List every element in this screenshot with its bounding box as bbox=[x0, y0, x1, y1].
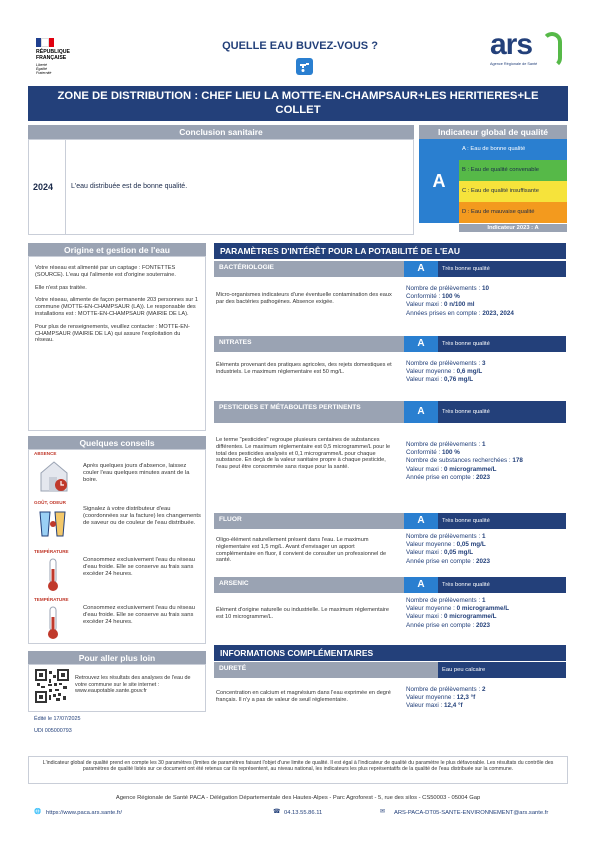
param-stats bbox=[406, 597, 566, 630]
more-box bbox=[28, 664, 206, 712]
param-stats bbox=[406, 285, 566, 318]
origin-p3: Votre réseau, alimente de façon permanente 203 personnes sur 1 commune (MOTTE-EN-CHAMPSAUR (LA)). Le responsable des installations est : MOTTE-EN-CHAMPSAUR (MAIRIE DE LA). bbox=[35, 297, 198, 317]
origin-p1: Votre réseau est alimenté par un captage : FONTETTES (SOURCE). L'eau qui l'alimente est d'origine souterraine. bbox=[35, 265, 176, 278]
param-quality: Très bonne qualité bbox=[438, 577, 566, 593]
stat-line: Année prise en compte : 2023 bbox=[406, 621, 491, 629]
tap-water-icon bbox=[296, 58, 313, 75]
conclusion-heading: Conclusion sanitaire bbox=[28, 125, 414, 139]
stat-line: Année prise en compte : 2023 bbox=[406, 557, 491, 565]
stat-line: Valeur maxi : 0,05 mg/L bbox=[406, 549, 474, 557]
param-bacteriologie bbox=[214, 261, 566, 331]
legend-a: A : Eau de bonne qualité bbox=[459, 139, 567, 160]
more-text: Retrouvez les résultats des analyses de l'eau de votre commune sur le site internet : www.eaupotable.sante.gouv.fr bbox=[75, 675, 191, 695]
param-nitrates bbox=[214, 336, 566, 396]
param-name: PESTICIDES ET MÉTABOLITES PERTINENTS bbox=[214, 401, 404, 423]
param-name: FLUOR bbox=[214, 513, 404, 529]
param-quality: Très bonne qualité bbox=[438, 513, 566, 529]
stat-line: Valeur maxi : 0 n/100 ml bbox=[406, 301, 475, 309]
param-desc: Élément d'origine naturelle ou industrielle. Le maximum réglementaire est 10 microgramme/L. bbox=[216, 607, 390, 620]
thermometer-icon bbox=[45, 557, 61, 593]
param-quality: Très bonne qualité bbox=[438, 401, 566, 423]
qr-code[interactable] bbox=[35, 669, 69, 703]
rf-name: RÉPUBLIQUE FRANÇAISE bbox=[36, 49, 71, 61]
stat-line: Valeur maxi : 0 microgramme/L bbox=[406, 465, 497, 473]
thermometer-icon bbox=[45, 605, 61, 641]
param-stats bbox=[406, 441, 566, 482]
stat-line: Nombre de prélèvements : 3 bbox=[406, 360, 486, 367]
zone-title: ZONE DE DISTRIBUTION : CHEF LIEU LA MOTTE-EN-CHAMPSAUR+LES HERITIERES+LE COLLET bbox=[28, 86, 568, 121]
param-desc: Micro-organismes indicateurs d'une éventuelle contamination des eaux par des bactéries pathogènes. Absence exigée. bbox=[216, 292, 392, 305]
indicator-grade: A bbox=[419, 139, 459, 223]
stat-line: Valeur maxi : 0 microgramme/L bbox=[406, 613, 497, 621]
advice-label: GOÛT, ODEUR bbox=[34, 500, 66, 505]
param-grade: A bbox=[404, 577, 438, 593]
origin-p2: Elle n'est pas traitée. bbox=[35, 284, 87, 291]
stat-line: Nombre de prélèvements : 1 bbox=[406, 441, 486, 448]
legend-b: B : Eau de qualité convenable bbox=[459, 160, 567, 181]
udi-code: UDI 005000793 bbox=[34, 728, 72, 734]
info-heading: INFORMATIONS COMPLÉMENTAIRES bbox=[214, 645, 566, 661]
ars-logo-subtitle: Agence Régionale de Santé bbox=[490, 62, 538, 66]
stat-line: Valeur moyenne : 12,3 °f bbox=[406, 694, 476, 702]
info-durete bbox=[214, 662, 566, 718]
conclusion-year: 2024 bbox=[33, 182, 54, 192]
advice-label: TEMPÉRATURE bbox=[34, 597, 69, 602]
stat-line: Années prises en compte : 2023, 2024 bbox=[406, 309, 514, 317]
info-quality: Eau peu calcaire bbox=[438, 662, 566, 678]
param-grade: A bbox=[404, 261, 438, 277]
rf-motto: Liberté Égalité Fraternité bbox=[36, 63, 52, 76]
globe-icon: 🌐 bbox=[34, 809, 42, 815]
quality-note: L'indicateur global de qualité prend en compte les 30 paramètres (limites de paramètres faisant l'objet d'une limite de qualité. Il est égal à l'indicateur de qualité du paramètre le plus défavorable. Les résultats du contrôle des paramètres de qualité listés sur ce document ont été retenus car ils représentent, au niveau national, les indicateurs les plus représentatifs de la qualité de l'eau distribuée sur la commune. bbox=[28, 756, 568, 784]
stat-line: Nombre de prélèvements : 2 bbox=[406, 686, 486, 693]
footer-email-link[interactable]: ARS-PACA-DT05-SANTE-ENVIRONNEMENT@ars.sante.fr bbox=[394, 810, 549, 816]
param-name: NITRATES bbox=[214, 336, 404, 352]
param-grade: A bbox=[404, 336, 438, 352]
origin-p4: Pour plus de renseignements, veuillez contacter : MOTTE-EN-CHAMPSAUR (MAIRIE DE LA) qui assure l'exploitation du réseau. bbox=[35, 323, 190, 344]
advice-text: Signalez à votre distributeur d'eau (coordonnées sur la facture) les changements de saveur ou de couleur de l'eau distribuée. bbox=[83, 506, 201, 526]
param-stats bbox=[406, 533, 566, 566]
stat-line: Valeur maxi : 12,4 °f bbox=[406, 702, 463, 710]
edit-date: Édité le 17/07/2025 bbox=[34, 716, 81, 722]
advice-text: Consommez exclusivement l'eau du réseau d'eau froide. Elle se conserve au frais sans excéder 24 heures. bbox=[83, 557, 195, 577]
info-stats bbox=[406, 686, 566, 711]
param-arsenic bbox=[214, 577, 566, 639]
advice-label: TEMPÉRATURE bbox=[34, 549, 69, 554]
advice-text: Après quelques jours d'absence, laissez couler l'eau quelques minutes avant de la boire. bbox=[83, 463, 190, 483]
param-name: ARSENIC bbox=[214, 577, 404, 593]
stat-line: Nombre de substances recherchées : 178 bbox=[406, 457, 523, 465]
stat-line: Valeur moyenne : 0,05 mg/L bbox=[406, 541, 486, 549]
conclusion-text: L'eau distribuée est de bonne qualité. bbox=[71, 183, 188, 190]
param-pesticides bbox=[214, 401, 566, 506]
origin-box bbox=[28, 256, 206, 431]
indicator-legend bbox=[459, 139, 567, 223]
stat-line: Valeur maxi : 0,76 mg/L bbox=[406, 376, 474, 384]
conclusion-divider bbox=[65, 140, 66, 234]
ars-logo bbox=[490, 30, 570, 76]
advice-text: Consommez exclusivement l'eau du réseau d'eau froide. Elle se conserve au frais sans excéder 24 heures. bbox=[83, 605, 195, 625]
stat-line: Année prise en compte : 2023 bbox=[406, 473, 491, 481]
stat-line: Nombre de prélèvements : 1 bbox=[406, 533, 486, 540]
param-desc: Éléments provenant des pratiques agricoles, des rejets domestiques et industriels. Le maximum réglementaire est 50 mg/L. bbox=[216, 362, 392, 375]
stat-line: Conformité : 100 % bbox=[406, 449, 460, 457]
legend-d: D : Eau de mauvaise qualité bbox=[459, 202, 567, 223]
stat-line: Nombre de prélèvements : 10 bbox=[406, 285, 489, 292]
param-grade: A bbox=[404, 513, 438, 529]
param-desc: Le terme "pesticides" regroupe plusieurs centaines de substances différentes. Le maximum réglementaire est 0,5 microgramme/L pour le total des pesticides analysés et 0,1 microgramme/L pour chaque substance. En deçà de la valeur sanitaire propre à chaque pesticide, l'eau peut être consommée sans risque pour la santé. bbox=[216, 437, 391, 471]
conclusion-box bbox=[28, 139, 414, 235]
param-grade: A bbox=[404, 401, 438, 423]
stat-line: Valeur moyenne : 0 microgramme/L bbox=[406, 605, 510, 613]
param-desc: Oligo-élément naturellement présent dans l'eau. Le maximum réglementaire est 1,5 mg/L. Avant d'envisager un apport complémentaire en fluor, il convient de consulter un professionnel de santé. bbox=[216, 537, 387, 564]
more-heading: Pour aller plus loin bbox=[28, 651, 206, 665]
advice-heading: Quelques conseils bbox=[28, 436, 206, 450]
glasses-icon bbox=[37, 508, 69, 542]
footer-address: Agence Régionale de Santé PACA - Délégation Départementale des Hautes-Alpes - Parc Agroforest - 5, rue des silos - CS50003 - 05004 Gap bbox=[115, 795, 481, 801]
param-stats bbox=[406, 360, 566, 385]
page-title: QUELLE EAU BUVEZ-VOUS ? bbox=[222, 40, 378, 52]
republique-francaise-logo bbox=[36, 38, 76, 82]
info-name: DURETÉ bbox=[214, 662, 438, 678]
param-quality: Très bonne qualité bbox=[438, 336, 566, 352]
stat-line: Conformité : 100 % bbox=[406, 293, 460, 301]
stat-line: Nombre de prélèvements : 1 bbox=[406, 597, 486, 604]
param-quality: Très bonne qualité bbox=[438, 261, 566, 277]
info-desc: Concentration en calcium et magnésium dans l'eau exprimée en degré français. Il n'y a pas de valeur de seuil réglementaire. bbox=[216, 690, 391, 703]
phone-icon: ☎ bbox=[273, 809, 281, 815]
params-heading: PARAMÈTRES D'INTÉRÊT POUR LA POTABILITÉ DE L'EAU bbox=[214, 243, 566, 259]
footer-site-link[interactable]: https://www.paca.ars.sante.fr/ bbox=[46, 810, 123, 816]
house-clock-icon bbox=[39, 459, 69, 493]
ars-s-mark bbox=[542, 32, 562, 68]
ars-logo-text: ars bbox=[490, 28, 533, 61]
stat-line: Valeur moyenne : 0,6 mg/L bbox=[406, 368, 483, 376]
footer-phone[interactable]: 04.13.55.86.11 bbox=[284, 810, 323, 816]
indicator-footer: Indicateur 2023 : A bbox=[459, 224, 567, 232]
param-fluor bbox=[214, 513, 566, 573]
mail-icon: ✉ bbox=[380, 809, 385, 815]
footer-links bbox=[28, 809, 568, 821]
legend-c: C : Eau de qualité insuffisante bbox=[459, 181, 567, 202]
advice-label: ABSENCE bbox=[34, 451, 57, 456]
param-name: BACTÉRIOLOGIE bbox=[214, 261, 404, 277]
origin-heading: Origine et gestion de l'eau bbox=[28, 243, 206, 257]
indicator-heading: Indicateur global de qualité bbox=[419, 125, 567, 139]
